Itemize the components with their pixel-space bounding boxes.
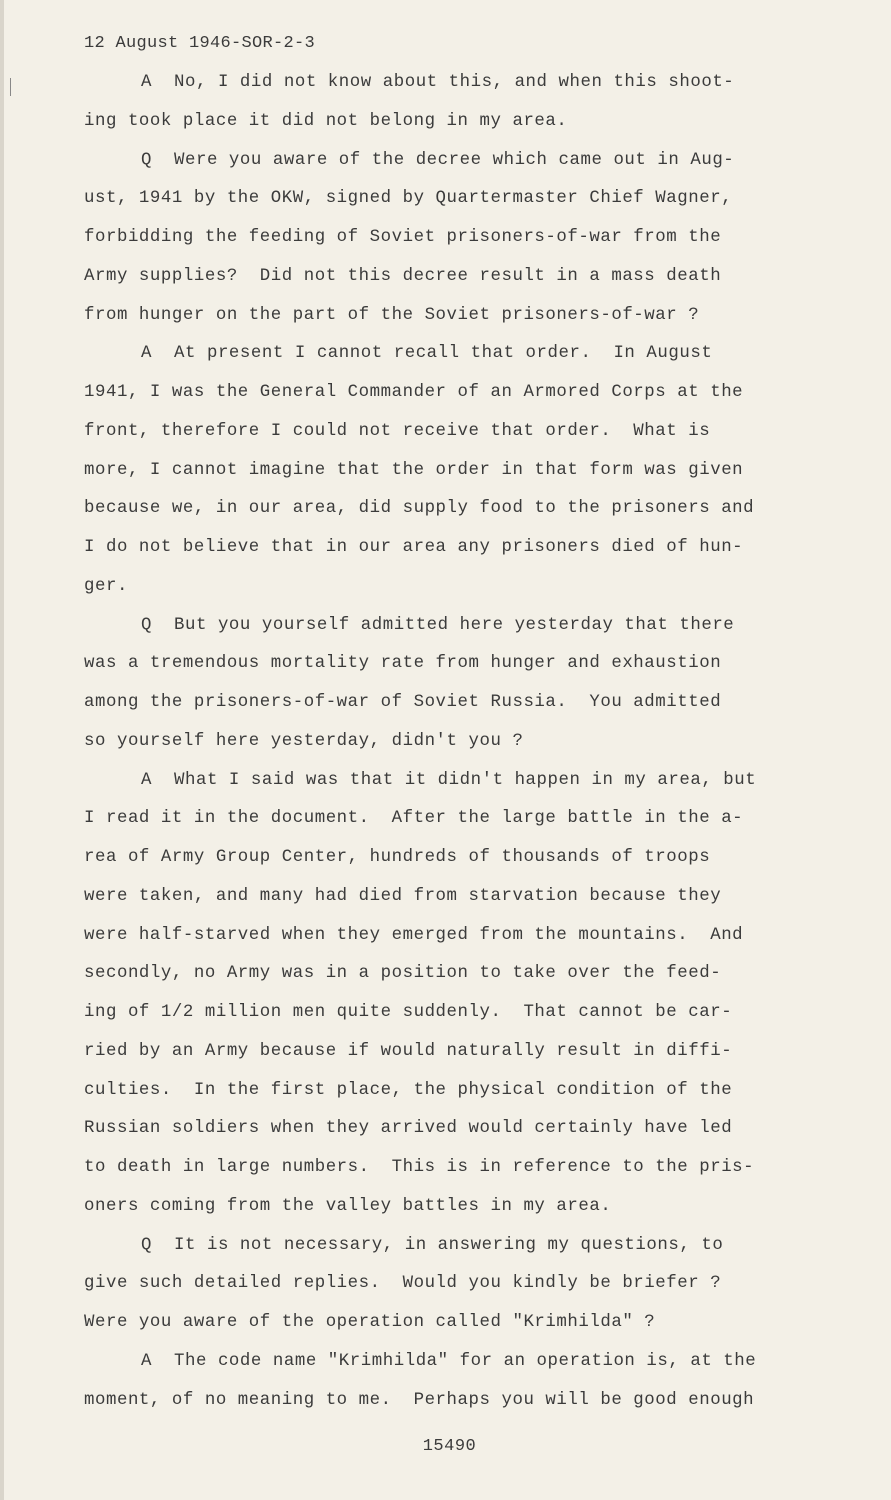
line-text: Were you aware of the operation called "Krimhilda" ? <box>84 1313 656 1332</box>
line-text: from hunger on the part of the Soviet prisoners-of-war ? <box>84 305 700 325</box>
transcript-paragraph-start <box>84 762 794 801</box>
question-marker: Q <box>141 1235 152 1255</box>
line-text: No, I did not know about this, and when this shoot- <box>174 73 735 92</box>
line-text: so yourself here yesterday, didn't you ? <box>84 731 524 751</box>
line-text: 1941, I was the General Commander of an Armored Corps at the <box>84 383 744 402</box>
transcript-line <box>84 1304 794 1343</box>
transcript-line <box>84 917 794 956</box>
line-text: But you yourself admitted here yesterday that there <box>174 615 735 635</box>
line-text: was a tremendous mortality rate from hunger and exhaustion <box>84 654 722 674</box>
line-text: give such detailed replies. Would you kindly be briefer ? <box>84 1274 722 1294</box>
transcript-line <box>84 103 794 142</box>
transcript-line <box>84 452 794 491</box>
transcript-line <box>84 1382 794 1421</box>
transcript-line <box>84 878 794 917</box>
transcript-line <box>84 1072 794 1111</box>
line-text: At present I cannot recall that order. In August <box>174 344 713 364</box>
line-text: were taken, and many had died from starvation because they <box>84 886 722 906</box>
answer-marker: A <box>141 73 152 92</box>
line-text: culties. In the first place, the physical condition of the <box>84 1080 733 1100</box>
transcript-line <box>84 180 794 219</box>
line-text: because we, in our area, did supply food to the prisoners and <box>84 499 755 519</box>
line-text: moment, of no meaning to me. Perhaps you will be good enough <box>84 1390 755 1410</box>
answer-marker: A <box>141 344 152 364</box>
answer-marker: A <box>141 1351 152 1371</box>
line-text: I do not believe that in our area any prisoners died of hun- <box>84 538 744 557</box>
transcript-paragraph-start <box>84 64 794 103</box>
line-text: ried by an Army because if would naturally result in diffi- <box>84 1041 733 1061</box>
line-text: rea of Army Group Center, hundreds of thousands of troops <box>84 848 711 867</box>
transcript-line <box>84 955 794 994</box>
document-body <box>84 64 794 1420</box>
line-text: to death in large numbers. This is in reference to the pris- <box>84 1158 755 1177</box>
transcript-line <box>84 839 794 878</box>
transcript-line <box>84 374 794 413</box>
line-text: The code name "Krimhilda" for an operation is, at the <box>174 1351 757 1371</box>
transcript-line <box>84 800 794 839</box>
line-text: front, therefore I could not receive that order. What is <box>84 421 711 441</box>
question-marker: Q <box>141 150 152 170</box>
transcript-paragraph-start <box>84 1343 794 1382</box>
transcript-line <box>84 723 794 762</box>
transcript-line <box>84 1110 794 1149</box>
line-text: forbidding the feeding of Soviet prisoners-of-war from the <box>84 228 722 247</box>
line-text: ing took place it did not belong in my area. <box>84 111 568 131</box>
line-text: Russian soldiers when they arrived would certainly have led <box>84 1119 733 1139</box>
transcript-line <box>84 994 794 1033</box>
transcript-line <box>84 1033 794 1072</box>
line-text: Army supplies? Did not this decree result in a mass death <box>84 266 722 286</box>
transcript-line <box>84 1188 794 1227</box>
line-text: ing of 1/2 million men quite suddenly. That cannot be car- <box>84 1003 733 1022</box>
line-text: Were you aware of the decree which came out in Aug- <box>174 150 735 170</box>
answer-marker: A <box>141 770 152 790</box>
document-header: 12 August 1946-SOR-2-3 <box>84 34 316 53</box>
line-text: ust, 1941 by the OKW, signed by Quartermaster Chief Wagner, <box>84 189 733 209</box>
transcript-paragraph-start <box>84 335 794 374</box>
transcript-paragraph-start <box>84 142 794 181</box>
transcript-line <box>84 529 794 568</box>
transcript-paragraph-start <box>84 1227 794 1266</box>
line-text: What I said was that it didn't happen in my area, but <box>174 770 757 790</box>
line-text: were half-starved when they emerged from the mountains. And <box>84 925 744 945</box>
line-text: ger. <box>84 576 128 596</box>
line-text: secondly, no Army was in a position to take over the feed- <box>84 964 722 984</box>
transcript-line <box>84 490 794 529</box>
line-text: among the prisoners-of-war of Soviet Russia. You admitted <box>84 693 722 712</box>
page-number: 15490 <box>422 1437 477 1456</box>
margin-mark <box>10 78 11 96</box>
transcript-paragraph-start <box>84 607 794 646</box>
line-text: more, I cannot imagine that the order in that form was given <box>84 460 744 480</box>
transcript-line <box>84 1265 794 1304</box>
transcript-line <box>84 413 794 452</box>
transcript-line <box>84 219 794 258</box>
transcript-line <box>84 568 794 607</box>
transcript-line <box>84 645 794 684</box>
line-text: oners coming from the valley battles in my area. <box>84 1196 612 1216</box>
question-marker: Q <box>141 615 152 635</box>
transcript-line <box>84 258 794 297</box>
transcript-line <box>84 1149 794 1188</box>
transcript-line <box>84 684 794 723</box>
line-text: It is not necessary, in answering my questions, to <box>174 1235 724 1255</box>
line-text: I read it in the document. After the large battle in the a- <box>84 809 744 829</box>
transcript-line <box>84 297 794 336</box>
